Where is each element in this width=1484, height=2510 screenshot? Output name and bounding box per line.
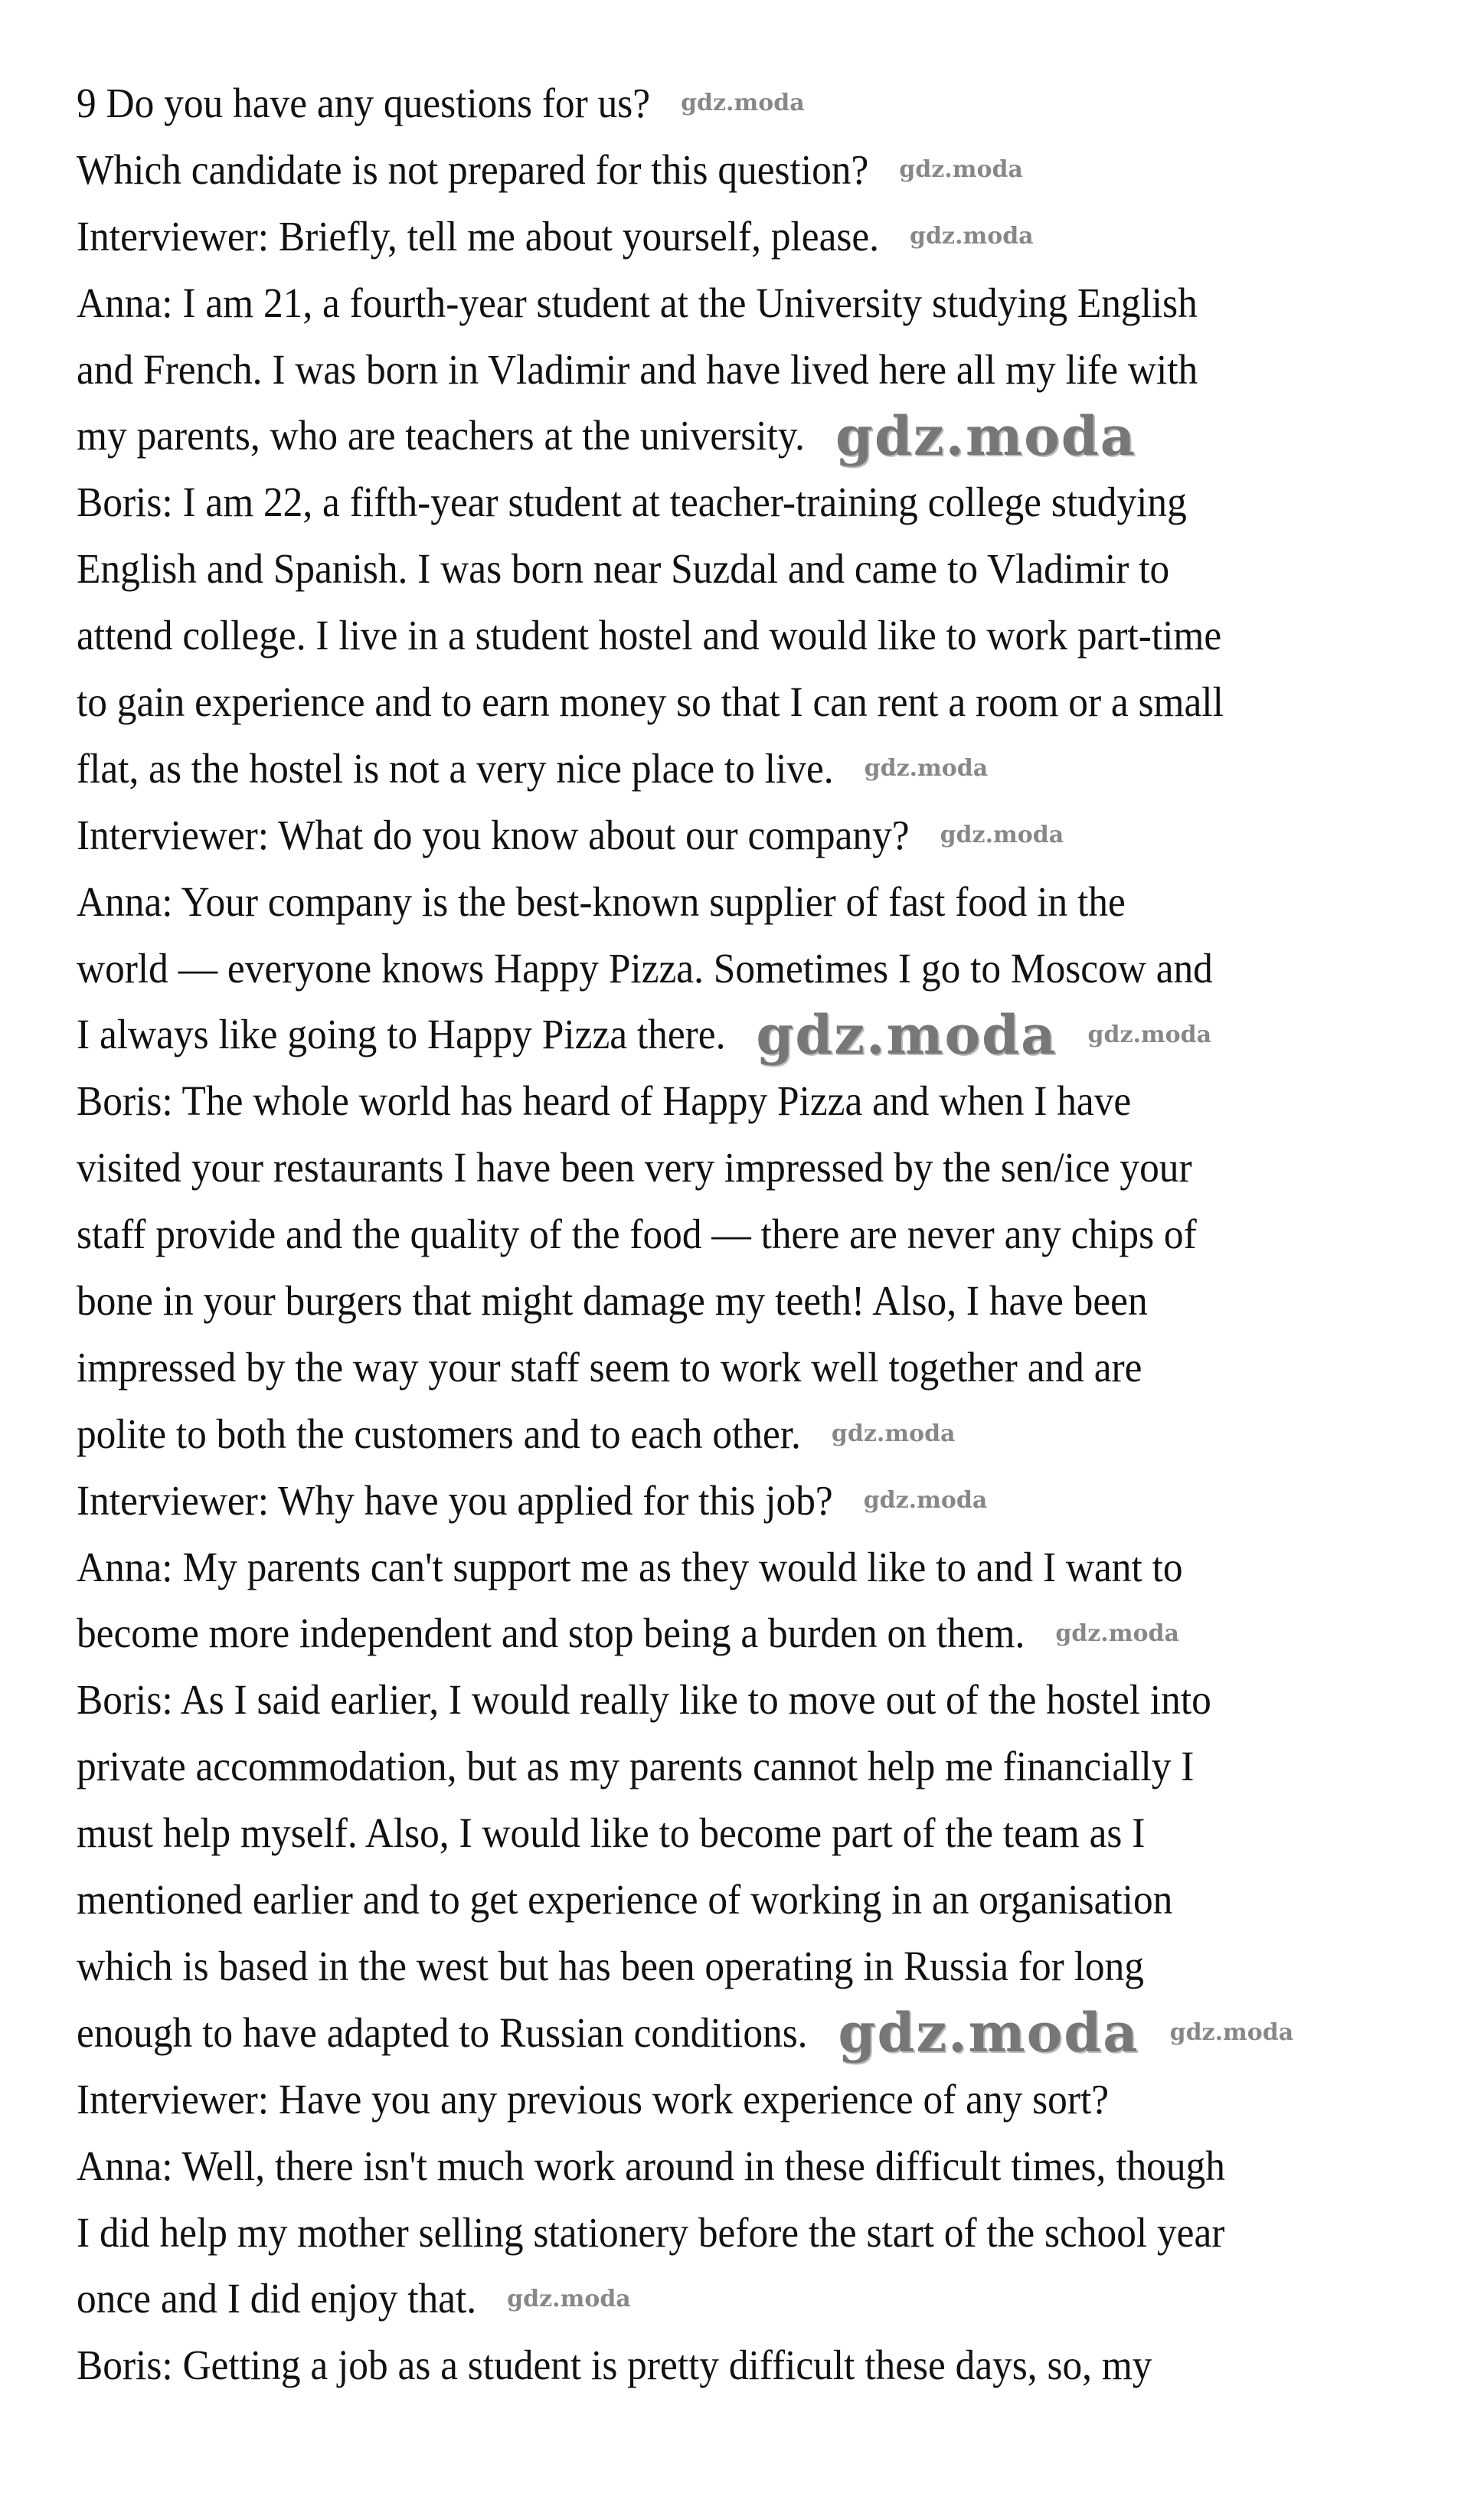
text-line: bone in your burgers that might damage my teeth! Also, I have been (77, 1277, 1148, 1325)
document-text (77, 70, 1470, 2399)
watermark: gdz.moda (863, 1487, 988, 1515)
text-line: Boris: As I said earlier, I would really like to move out of the hostel into (77, 1676, 1211, 1724)
text-line: Anna: My parents can't support me as they would like to and I want to (77, 1543, 1183, 1590)
text-line: Boris: Getting a job as a student is pretty difficult these days, so, my (77, 2342, 1152, 2389)
text-line: 9 Do you have any questions for us? (77, 80, 651, 126)
watermark: gdz.moda (899, 156, 1023, 184)
text-line: enough to have adapted to Russian conditions. (77, 2008, 808, 2056)
text-line: Interviewer: Why have you applied for this job? (77, 1476, 833, 1524)
text-line: polite to both the customers and to each other. (77, 1410, 801, 1457)
text-line: my parents, who are teachers at the university. (77, 412, 806, 459)
text-line: I always like going to Happy Pizza there. (77, 1011, 726, 1058)
watermark: gdz.moda (940, 822, 1064, 849)
text-line: Anna: Well, there isn't much work around in these difficult times, though (77, 2142, 1225, 2189)
text-line: Interviewer: Briefly, tell me about yourself, please. (77, 212, 880, 260)
watermark: gdz.moda (681, 90, 805, 117)
text-line: and French. I was born in Vladimir and have lived here all my life with (77, 345, 1198, 393)
text-line: Interviewer: Have you any previous work experience of any sort? (77, 2075, 1110, 2123)
watermark: gdz.moda (756, 1002, 1057, 1067)
text-line: attend college. I live in a student hostel and would like to work part-time (77, 612, 1222, 659)
text-line: staff provide and the quality of the food — there are never any chips of (77, 1211, 1197, 1258)
watermark: gdz.moda (838, 2001, 1139, 2065)
text-line: Boris: I am 22, a fifth-year student at teacher-training college studying (77, 479, 1187, 526)
text-line: world — everyone knows Happy Pizza. Sometimes I go to Moscow and (77, 944, 1213, 992)
text-line: I did help my mother selling stationery before the start of the school year (77, 2208, 1225, 2256)
text-line: Anna: I am 21, a fourth-year student at the University studying English (77, 279, 1198, 326)
text-line: visited your restaurants I have been very impressed by the sen/ice your (77, 1144, 1192, 1191)
text-line: English and Spanish. I was born near Suzdal and came to Vladimir to (77, 545, 1170, 593)
text-line: Which candidate is not prepared for this question? (77, 145, 869, 193)
text-line: become more independent and stop being a burden on them. (77, 1610, 1025, 1657)
text-line: impressed by the way your staff seem to work well together and are (77, 1343, 1142, 1391)
text-line: to gain experience and to earn money so that I can rent a room or a small (77, 678, 1224, 726)
watermark: gdz.moda (864, 755, 989, 783)
text-line: once and I did enjoy that. (77, 2275, 477, 2322)
watermark: gdz.moda (1169, 2019, 1294, 2047)
text-line: Interviewer: What do you know about our company? (77, 811, 910, 858)
text-line: which is based in the west but has been operating in Russia for long (77, 1942, 1144, 1989)
watermark: gdz.moda (1087, 1021, 1212, 1048)
text-line: mentioned earlier and to get experience of working in an organisation (77, 1876, 1173, 1923)
watermark: gdz.moda (910, 223, 1034, 250)
watermark: gdz.moda (1055, 1619, 1179, 1647)
watermark: gdz.moda (835, 404, 1137, 468)
watermark: gdz.moda (831, 1420, 956, 1448)
text-line: must help myself. Also, I would like to become part of the team as I (77, 1809, 1146, 1857)
watermark: gdz.moda (507, 2285, 631, 2312)
text-line: private accommodation, but as my parents cannot help me financially I (77, 1743, 1195, 1790)
text-line: flat, as the hostel is not a very nice place to live. (77, 744, 834, 792)
text-line: Boris: The whole world has heard of Happy Pizza and when I have (77, 1077, 1132, 1125)
text-line: Anna: Your company is the best-known supplier of fast food in the (77, 878, 1126, 925)
